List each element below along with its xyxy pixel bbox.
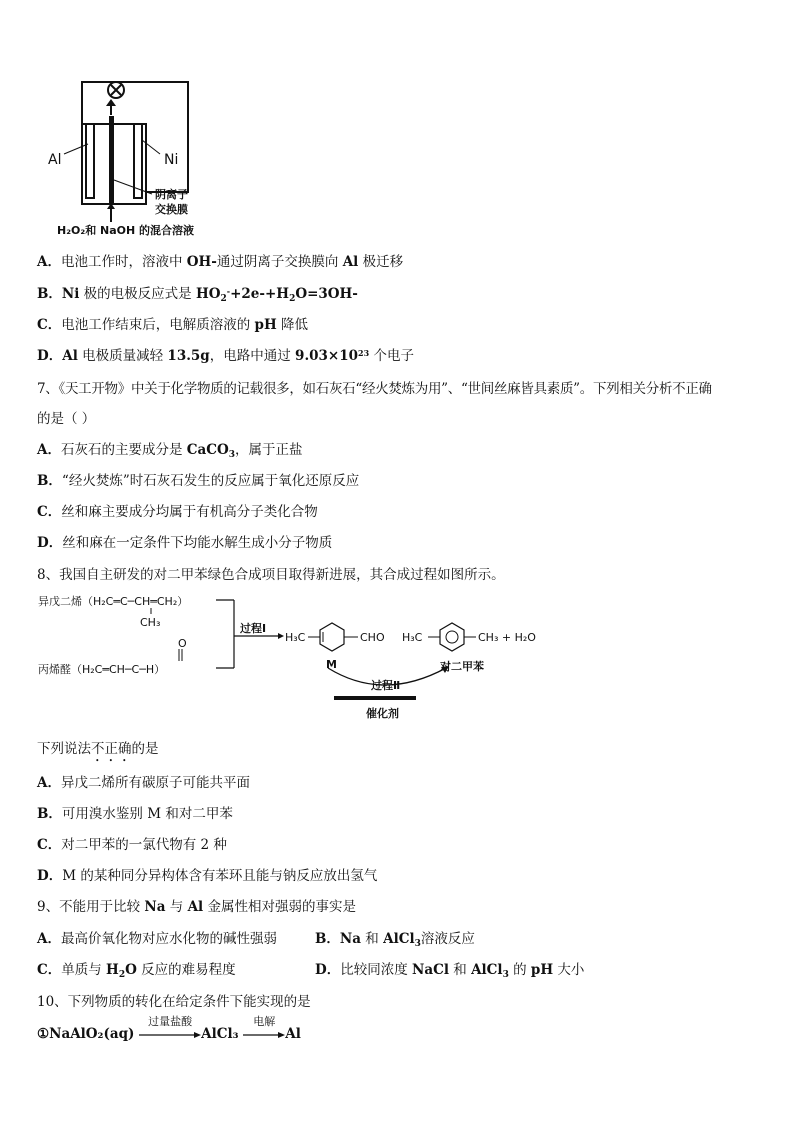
q8-option-a <box>37 771 250 791</box>
arrow-cond-1 <box>139 1015 201 1042</box>
item-number: ① <box>37 1026 50 1042</box>
arrow-icon <box>139 1030 201 1040</box>
option-text: 单质与 $H_2O$ 反应的难易程度 <box>61 962 236 980</box>
option-text: 对二甲苯的一氯代物有 2 种 <box>61 837 227 853</box>
q6-option-a <box>37 250 403 270</box>
q8-stem: 8、我国自主研发的对二甲苯绿色合成项目取得新进展，其合成过程如图所示。 <box>37 567 505 583</box>
option-text: 石灰石的主要成分是 CaCO$_3$，属于正盐 <box>60 442 303 460</box>
reactant: NaAlO₂(aq) <box>49 1026 135 1042</box>
option-text: Na 和 AlCl$_3$溶液反应 <box>339 931 475 949</box>
q7-option-d <box>37 531 332 551</box>
option-letter: B． <box>37 473 62 489</box>
product-label: 对二甲苯 <box>440 660 484 673</box>
q6-option-d <box>37 344 414 364</box>
xylene-h3c: H₃C <box>402 631 423 644</box>
label-al: Al <box>48 152 62 168</box>
option-text: “经火焚炼”时石灰石发生的反应属于氧化还原反应 <box>61 473 360 489</box>
process1-label: 过程Ⅰ <box>240 622 267 635</box>
sub-stem-suffix: 的是 <box>131 741 159 757</box>
label-ni: Ni <box>164 152 179 168</box>
q9-stem: 9、不能用于比较 Na 与 Al 金属性相对强弱的事实是 <box>37 899 356 915</box>
option-letter: C． <box>37 962 62 978</box>
q10-item1 <box>37 1015 301 1042</box>
acrolein-label: 丙烯醛（H₂C═CH─C─H） <box>38 663 166 676</box>
option-letter: C． <box>37 504 62 520</box>
option-text: 可用溴水鉴别 M 和对二甲苯 <box>61 806 233 822</box>
catalyst-label: 催化剂 <box>366 707 399 720</box>
q6-option-b <box>37 282 358 302</box>
option-text: Al 电极质量减轻 13.5g，电路中通过 $9.03\times 10^{23}$ 个电子 <box>62 348 414 364</box>
option-letter: B． <box>37 806 62 822</box>
isoprene-methyl: CH₃ <box>140 616 161 629</box>
q7-stem-line2: 的是（ ） <box>37 411 96 427</box>
acrolein-o: O <box>178 637 187 650</box>
q6-option-c <box>37 313 308 333</box>
q8-option-c <box>37 833 227 853</box>
option-letter: B． <box>315 931 340 947</box>
q8-option-d <box>37 864 377 884</box>
m-cho: CHO <box>360 631 385 644</box>
q10-stem: 10、下列物质的转化在给定条件下能实现的是 <box>37 994 311 1010</box>
option-letter: A． <box>37 442 61 458</box>
q8-sub-stem <box>37 737 159 765</box>
option-letter: D． <box>315 962 341 978</box>
arrow-icon <box>243 1030 285 1040</box>
sub-stem-prefix: 下列说法 <box>37 741 91 757</box>
option-text: 丝和麻主要成分均属于有机高分子类化合物 <box>61 504 318 520</box>
m-label: M <box>326 658 337 671</box>
option-letter: D． <box>37 348 63 364</box>
arrow-condition: 过量盐酸 <box>148 1015 193 1028</box>
xylene-ch3-h2o: CH₃ + H₂O <box>478 631 536 644</box>
option-text: Ni 极的电极反应式是 $HO_2^-+2e-+H_2O=3OH-$ <box>61 286 358 304</box>
option-letter: A． <box>37 931 61 947</box>
q8-option-b <box>37 802 233 822</box>
option-letter: B． <box>37 286 62 302</box>
q9-option-c <box>37 958 236 978</box>
q7-stem-line1: 7、《天工开物》中关于化学物质的记载很多，如石灰石“经火焚炼为用”、“世间丝麻皆具素质”。下列相关分析不正确 <box>37 381 712 397</box>
option-letter: D． <box>37 868 63 884</box>
q7-option-b <box>37 469 359 489</box>
q9-option-b <box>315 927 475 947</box>
intermediate: AlCl₃ <box>201 1026 239 1042</box>
option-letter: C． <box>37 837 62 853</box>
option-text: M 的某种同分异构体含有苯环且能与钠反应放出氢气 <box>62 868 378 884</box>
option-text: 电池工作结束后，电解质溶液的 pH 降低 <box>61 317 309 333</box>
option-text: 电池工作时，溶液中 OH-通过阴离子交换膜向 Al 极迁移 <box>60 254 404 270</box>
q9-option-a <box>37 927 277 947</box>
arrow-cond-2 <box>243 1015 285 1042</box>
arrow-condition: 电解 <box>253 1015 276 1028</box>
membrane-label-1: 阴离子 <box>155 188 188 201</box>
isoprene-label: 异戊二烯（H₂C═C─CH═CH₂） <box>38 595 189 608</box>
option-letter: A． <box>37 254 61 270</box>
option-text: 异戊二烯所有碳原子可能共平面 <box>60 775 250 791</box>
q9-option-d <box>315 958 584 978</box>
q7-option-c <box>37 500 318 520</box>
option-letter: D． <box>37 535 63 551</box>
product: Al <box>285 1026 301 1042</box>
option-letter: A． <box>37 775 61 791</box>
option-text: 比较同浓度 NaCl 和 AlCl$_3$ 的 pH 大小 <box>340 962 585 980</box>
option-text: 丝和麻在一定条件下均能水解生成小分子物质 <box>62 535 333 551</box>
figure-caption: H₂O₂和 NaOH 的混合溶液 <box>57 224 195 237</box>
q7-option-a <box>37 438 303 458</box>
m-h3c: H₃C <box>285 631 306 644</box>
membrane-label-2: 交换膜 <box>155 203 188 216</box>
sub-stem-emphasis: 不正确 <box>91 741 132 757</box>
option-letter: C． <box>37 317 62 333</box>
process2-label: 过程Ⅱ <box>371 679 401 692</box>
option-text: 最高价氧化物对应水化物的碱性强弱 <box>60 931 277 947</box>
